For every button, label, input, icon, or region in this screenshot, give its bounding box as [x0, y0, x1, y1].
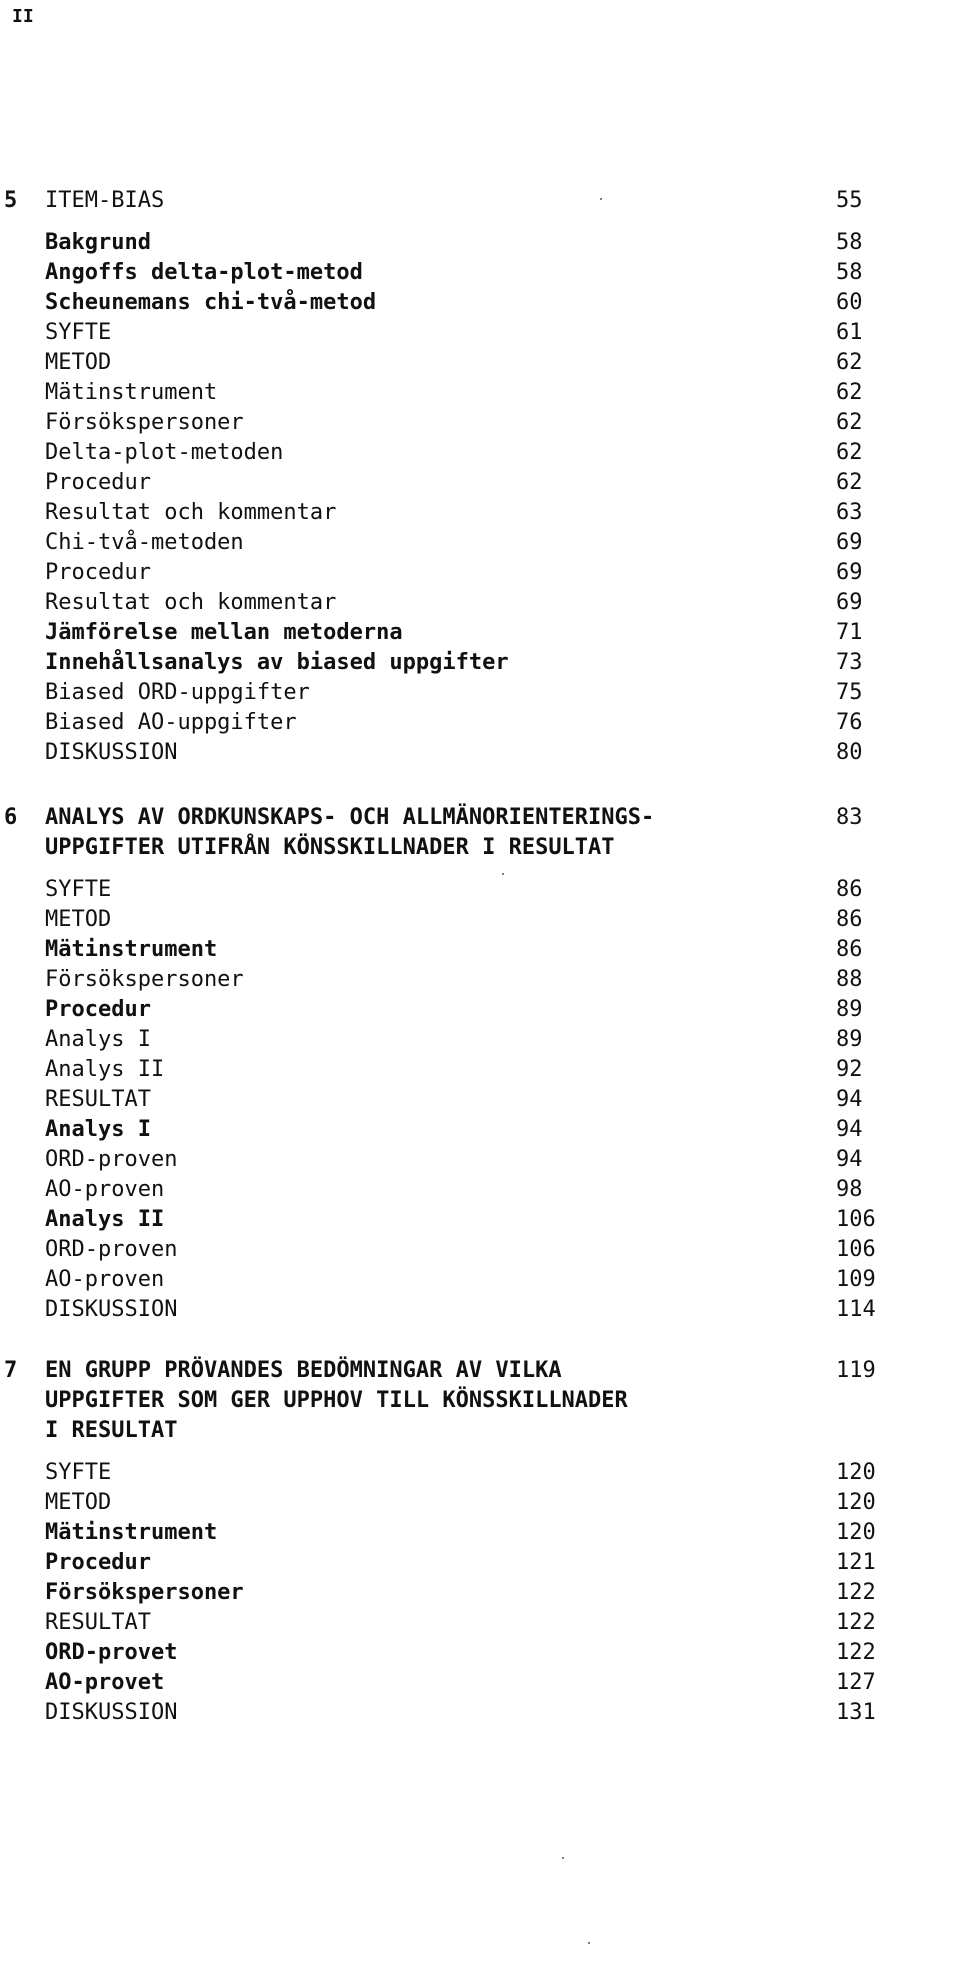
toc-entry-title: DISKUSSION: [45, 1297, 178, 1322]
toc-entry: [0, 288, 960, 318]
toc-entry-page: 89: [836, 1027, 863, 1052]
toc-entry: [0, 378, 960, 408]
toc-entry-title: SYFTE: [45, 320, 112, 345]
toc-entry-page: 69: [836, 590, 863, 615]
toc-entry-page: 60: [836, 290, 863, 315]
toc-entry-title: RESULTAT: [45, 1087, 151, 1112]
toc-entry-title: Procedur: [45, 1550, 151, 1575]
toc-entry-page: 106: [836, 1207, 876, 1232]
toc-entry-title: Biased ORD-uppgifter: [45, 680, 310, 705]
toc-entry-title: AO-proven: [45, 1177, 165, 1202]
toc-entry-page: 75: [836, 680, 863, 705]
toc-entry-title: Försökspersoner: [45, 1580, 244, 1605]
toc-entry-page: 120: [836, 1460, 876, 1485]
toc-entry: [0, 1488, 960, 1518]
toc-entry-title: Delta-plot-metoden: [45, 440, 284, 465]
toc-entry-page: 76: [836, 710, 863, 735]
toc-entry-page: 62: [836, 410, 863, 435]
toc-entry-title: METOD: [45, 1490, 112, 1515]
toc-entry-page: 131: [836, 1700, 876, 1725]
toc-entry: [0, 1578, 960, 1608]
toc-entry-title: Bakgrund: [45, 230, 151, 255]
toc-entry: [0, 408, 960, 438]
toc-entry-page: 94: [836, 1147, 863, 1172]
toc-entry: [0, 1175, 960, 1205]
toc-entry: [0, 965, 960, 995]
toc-entry-title: ORD-proven: [45, 1147, 178, 1172]
toc-entry: [0, 905, 960, 935]
toc-entry: [0, 995, 960, 1025]
toc-entry-title: DISKUSSION: [45, 740, 178, 765]
toc-entry: [0, 1145, 960, 1175]
section-heading-row: [0, 833, 960, 863]
toc-entry-title: SYFTE: [45, 877, 112, 902]
toc-entry: [0, 1608, 960, 1638]
toc-entry: [0, 228, 960, 258]
toc-entry: [0, 935, 960, 965]
toc-entry-page: 120: [836, 1520, 876, 1545]
section-heading: ANALYS AV ORDKUNSKAPS- OCH ALLMÄNORIENTERINGS-: [45, 805, 655, 830]
toc-entry-title: RESULTAT: [45, 1610, 151, 1635]
toc-entry-title: Innehållsanalys av biased uppgifter: [45, 650, 509, 675]
toc-entry: [0, 708, 960, 738]
toc-entry-page: 114: [836, 1297, 876, 1322]
toc-entry-title: SYFTE: [45, 1460, 112, 1485]
toc-entry: [0, 618, 960, 648]
toc-entry-page: 121: [836, 1550, 876, 1575]
toc-entry-page: 62: [836, 470, 863, 495]
toc-entry: [0, 1518, 960, 1548]
toc-entry-title: ORD-provet: [45, 1640, 178, 1665]
toc-entry-title: AO-provet: [45, 1670, 165, 1695]
toc-entry: [0, 558, 960, 588]
toc-entry: [0, 1668, 960, 1698]
toc-entry: [0, 648, 960, 678]
toc-entry: [0, 588, 960, 618]
toc-entry-title: Jämförelse mellan metoderna: [45, 620, 403, 645]
toc-entry-title: METOD: [45, 350, 112, 375]
toc-entry: [0, 1115, 960, 1145]
toc-entry: [0, 468, 960, 498]
toc-entry-title: Biased AO-uppgifter: [45, 710, 297, 735]
section-heading-row: [0, 1386, 960, 1416]
toc-entry-page: 86: [836, 877, 863, 902]
toc-entry-title: ORD-proven: [45, 1237, 178, 1262]
toc-entry-page: 62: [836, 350, 863, 375]
toc-entry-title: Procedur: [45, 997, 151, 1022]
section-heading: EN GRUPP PRÖVANDES BEDÖMNINGAR AV VILKA: [45, 1358, 562, 1383]
toc-entry-page: 69: [836, 530, 863, 555]
toc-entry: [0, 1025, 960, 1055]
section-page-number: 83: [836, 805, 863, 830]
toc-entry-page: 80: [836, 740, 863, 765]
toc-entry-page: 63: [836, 500, 863, 525]
toc-entry-page: 122: [836, 1640, 876, 1665]
toc-entry: [0, 498, 960, 528]
section-page-number: 119: [836, 1358, 876, 1383]
toc-entry: [0, 1548, 960, 1578]
toc-entry: [0, 875, 960, 905]
toc-entry-page: 86: [836, 937, 863, 962]
toc-entry-page: 94: [836, 1117, 863, 1142]
scan-speck: [600, 198, 602, 200]
toc-entry-page: 122: [836, 1580, 876, 1605]
toc-entry-page: 89: [836, 997, 863, 1022]
toc-entry-title: Analys II: [45, 1207, 165, 1232]
toc-entry: [0, 348, 960, 378]
section-heading: UPPGIFTER SOM GER UPPHOV TILL KÖNSSKILLNADER: [45, 1388, 628, 1413]
toc-entry-title: Försökspersoner: [45, 410, 244, 435]
toc-entry-page: 71: [836, 620, 863, 645]
toc-entry-title: Analys I: [45, 1027, 151, 1052]
toc-entry: [0, 1265, 960, 1295]
section-heading-row: [0, 1356, 960, 1386]
section-heading-row: [0, 1416, 960, 1446]
section-heading: UPPGIFTER UTIFRÅN KÖNSSKILLNADER I RESULTAT: [45, 835, 615, 860]
toc-entry-page: 92: [836, 1057, 863, 1082]
toc-entry: [0, 1055, 960, 1085]
section-heading: I RESULTAT: [45, 1418, 178, 1443]
toc-entry: [0, 318, 960, 348]
toc-entry-title: Försökspersoner: [45, 967, 244, 992]
toc-entry: [0, 1235, 960, 1265]
toc-entry: [0, 678, 960, 708]
toc-entry-title: DISKUSSION: [45, 1700, 178, 1725]
toc-entry-page: 62: [836, 380, 863, 405]
toc-entry: [0, 1458, 960, 1488]
toc-entry-page: 62: [836, 440, 863, 465]
toc-entry-title: Mätinstrument: [45, 380, 218, 405]
toc-entry-page: 88: [836, 967, 863, 992]
toc-entry-title: Mätinstrument: [45, 937, 218, 962]
toc-entry-page: 106: [836, 1237, 876, 1262]
toc-entry: [0, 1085, 960, 1115]
section-page-number: 55: [836, 188, 863, 213]
toc-entry-page: 98: [836, 1177, 863, 1202]
toc-entry-title: Procedur: [45, 470, 151, 495]
section-number: 5: [4, 188, 18, 213]
toc-entry: [0, 1698, 960, 1728]
section-number: 7: [4, 1358, 18, 1383]
toc-entry-page: 58: [836, 260, 863, 285]
toc-entry-page: 127: [836, 1670, 876, 1695]
section-number: 6: [4, 805, 18, 830]
toc-entry-title: Resultat och kommentar: [45, 500, 337, 525]
toc-entry-title: Resultat och kommentar: [45, 590, 337, 615]
scan-speck: [588, 1942, 590, 1944]
section-heading: ITEM-BIAS: [45, 188, 165, 213]
toc-entry-page: 94: [836, 1087, 863, 1112]
scan-speck: [562, 1857, 564, 1859]
scan-speck: [502, 873, 504, 875]
toc-entry: [0, 1295, 960, 1325]
toc-entry-title: Analys I: [45, 1117, 151, 1142]
toc-entry: [0, 1205, 960, 1235]
toc-entry-title: Angoffs delta-plot-metod: [45, 260, 363, 285]
page-marker: II: [12, 6, 34, 27]
toc-entry: [0, 738, 960, 768]
toc-entry: [0, 438, 960, 468]
toc-entry-title: AO-proven: [45, 1267, 165, 1292]
toc-entry: [0, 528, 960, 558]
toc-entry-title: Scheunemans chi-två-metod: [45, 290, 377, 315]
toc-entry-page: 58: [836, 230, 863, 255]
toc-entry-title: METOD: [45, 907, 112, 932]
section-heading-row: [0, 803, 960, 833]
toc-entry-title: Chi-två-metoden: [45, 530, 244, 555]
toc-entry-page: 122: [836, 1610, 876, 1635]
toc-entry-page: 120: [836, 1490, 876, 1515]
section-heading-row: [0, 186, 960, 216]
toc-entry-page: 73: [836, 650, 863, 675]
toc-entry-title: Mätinstrument: [45, 1520, 218, 1545]
toc-entry: [0, 258, 960, 288]
toc-entry-page: 61: [836, 320, 863, 345]
toc-entry: [0, 1638, 960, 1668]
toc-entry-page: 109: [836, 1267, 876, 1292]
toc-entry-page: 86: [836, 907, 863, 932]
toc-entry-title: Procedur: [45, 560, 151, 585]
toc-entry-page: 69: [836, 560, 863, 585]
toc-entry-title: Analys II: [45, 1057, 165, 1082]
